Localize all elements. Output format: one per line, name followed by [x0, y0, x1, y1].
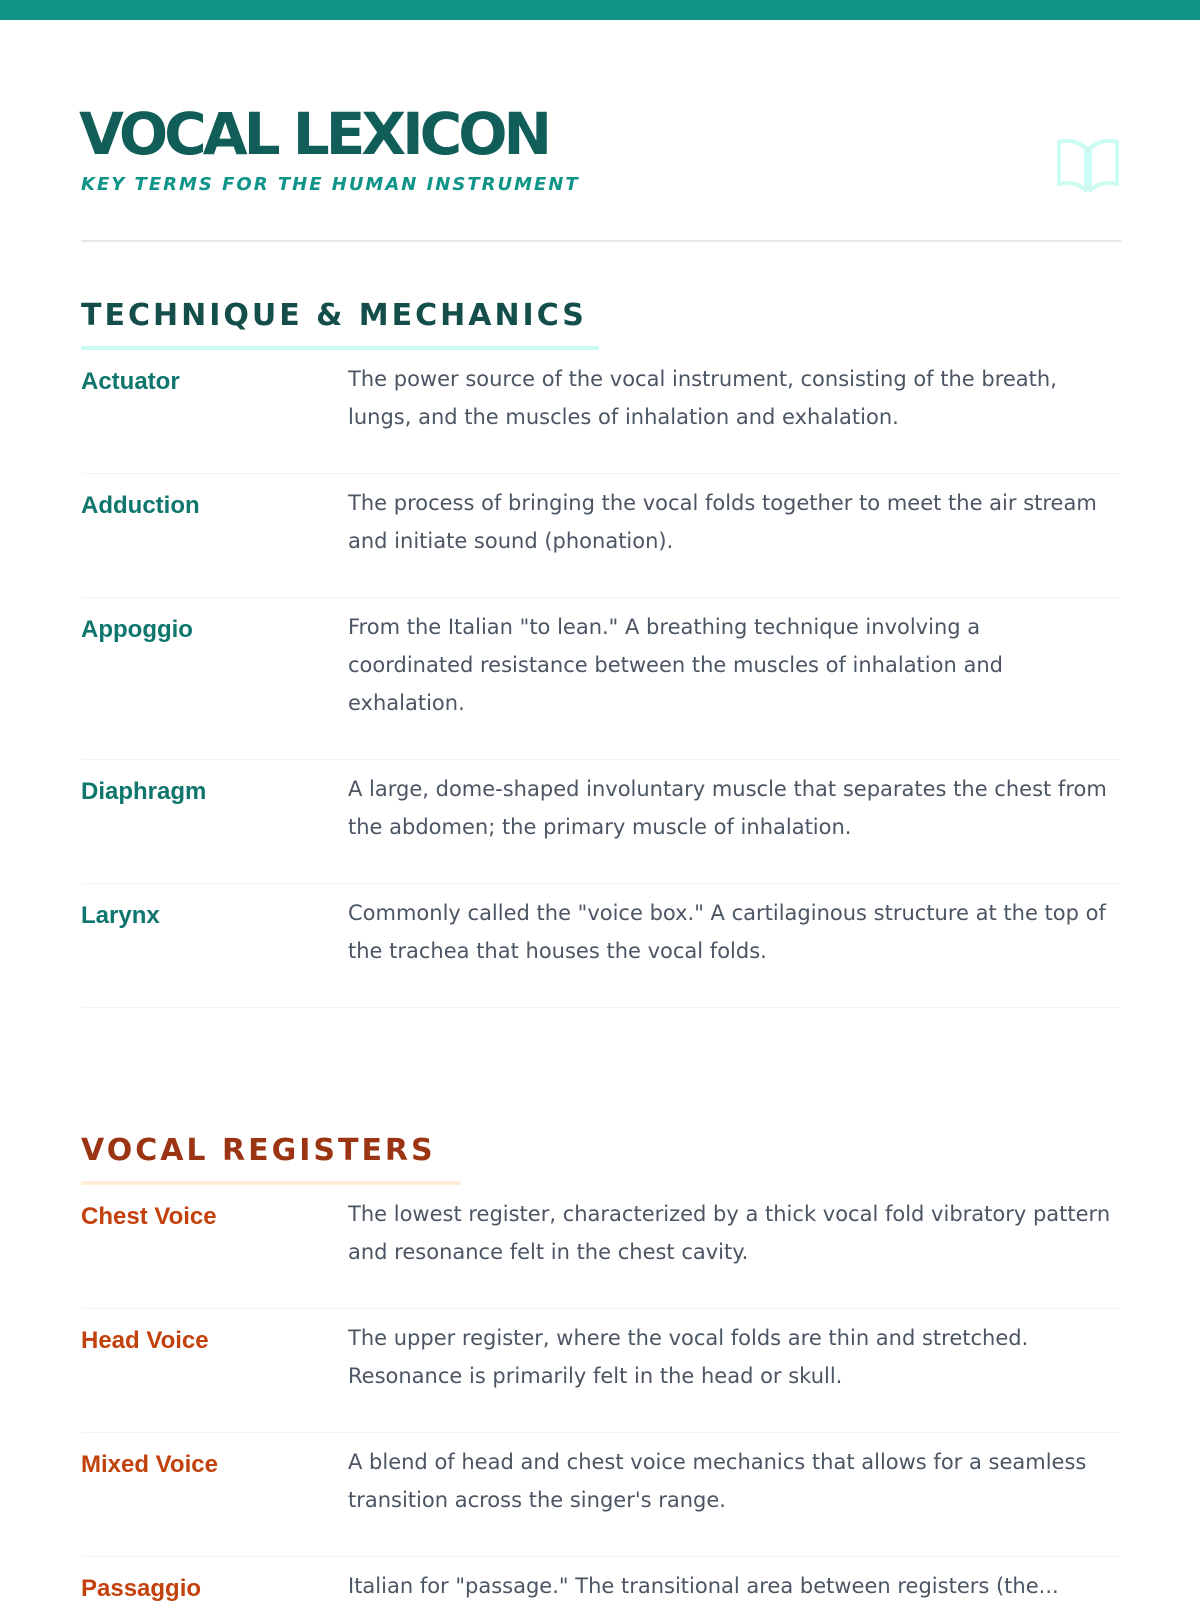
definition-appoggio: From the Italian "to lean." A breathing technique involving a coordinated resistance between the muscles of inhalation and exhalation. — [348, 615, 1003, 715]
page-header — [81, 100, 1121, 240]
glossary-entry — [81, 1433, 1121, 1557]
term-larynx: Larynx — [81, 902, 160, 929]
book-open-icon — [1055, 136, 1121, 196]
glossary-entry — [81, 1309, 1121, 1433]
section-vocal-registers — [81, 1131, 1121, 1617]
definition-head-voice: The upper register, where the vocal folds are thin and stretched. Resonance is primarily felt in the head or skull. — [348, 1326, 1029, 1388]
term-diaphragm: Diaphragm — [81, 778, 207, 805]
section-title: TECHNIQUE & MECHANICS — [81, 298, 587, 333]
top-accent-bar — [0, 0, 1200, 20]
glossary-entry — [81, 350, 1121, 474]
definition-chest-voice: The lowest register, characterized by a thick vocal fold vibratory pattern and resonance felt in the chest cavity. — [348, 1202, 1111, 1264]
glossary-entry — [81, 1557, 1121, 1617]
header-divider — [81, 240, 1121, 242]
page-subtitle: KEY TERMS FOR THE HUMAN INSTRUMENT — [81, 174, 580, 195]
page-title: VOCAL LEXICON — [79, 100, 549, 168]
definition-passaggio: Italian for "passage." The transitional area between registers (the... — [348, 1574, 1059, 1598]
glossary-entry — [81, 474, 1121, 598]
glossary-entry — [81, 1185, 1121, 1309]
glossary-entry — [81, 598, 1121, 760]
term-mixed-voice: Mixed Voice — [81, 1451, 218, 1478]
definition-adduction: The process of bringing the vocal folds together to meet the air stream and initiate sound (phonation). — [348, 491, 1097, 553]
definition-diaphragm: A large, dome-shaped involuntary muscle that separates the chest from the abdomen; the primary muscle of inhalation. — [348, 777, 1107, 839]
term-head-voice: Head Voice — [81, 1327, 209, 1354]
term-adduction: Adduction — [81, 492, 200, 519]
section-technique-mechanics — [81, 296, 1121, 1008]
term-chest-voice: Chest Voice — [81, 1203, 217, 1230]
glossary-entry — [81, 884, 1121, 1008]
term-actuator: Actuator — [81, 368, 180, 395]
definition-actuator: The power source of the vocal instrument, consisting of the breath, lungs, and the muscles of inhalation and exhalation. — [348, 367, 1057, 429]
definition-larynx: Commonly called the "voice box." A cartilaginous structure at the top of the trachea that houses the vocal folds. — [348, 901, 1106, 963]
glossary-entry — [81, 760, 1121, 884]
definition-mixed-voice: A blend of head and chest voice mechanics that allows for a seamless transition across the singer's range. — [348, 1450, 1087, 1512]
term-passaggio: Passaggio — [81, 1575, 202, 1602]
section-title: VOCAL REGISTERS — [81, 1133, 436, 1168]
term-appoggio: Appoggio — [81, 616, 193, 643]
